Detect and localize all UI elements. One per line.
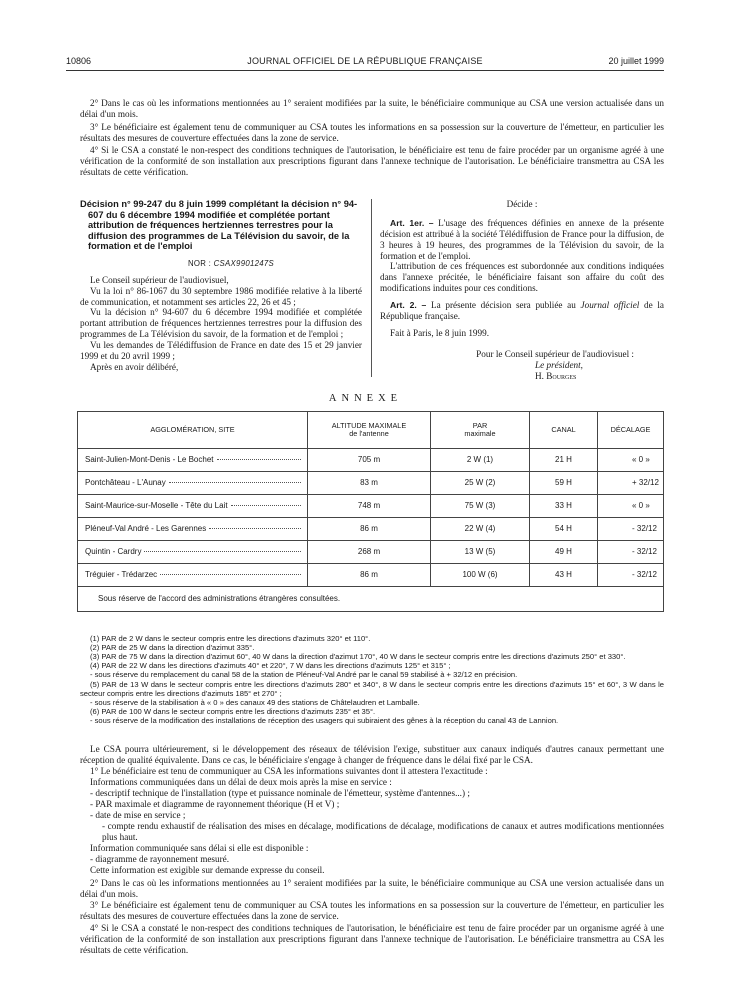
par-cell: 75 W (3) (431, 495, 530, 517)
decision-title: Décision n° 99-247 du 8 juin 1999 complétant la décision n° 94-607 du 6 décembre 1994 modifiée et complétée portant attribution de fréquences hertziennes terrestres pour la diffusion des programmes de La Télévision du savoir, de la formation et de l'emploi (80, 199, 358, 251)
journal-title: JOURNAL OFFICIEL DE LA RÉPUBLIQUE FRANÇAISE (247, 56, 483, 66)
canal-cell: 59 H (530, 472, 598, 494)
paragraph: 4° Si le CSA a constaté le non-respect des conditions techniques de l'autorisation, le bénéficiaire est tenu de faire procéder par un organisme agréé à une vérification de la conformité de son installation aux prescriptions figurant dans l'annexe technique de l'autorisation. Le bénéficiaire transmettra au CSA les résultats de cette vérification. (80, 145, 664, 178)
site-cell (78, 449, 308, 471)
footnote: (2) PAR de 25 W dans la direction d'azimut 335°. (90, 643, 255, 653)
site-cell (78, 564, 308, 586)
paragraph: 4° Si le CSA a constaté le non-respect des conditions techniques de l'autorisation, le bénéficiaire est tenu de faire procéder par un organisme agréé à une vérification de la conformité de son installation aux prescriptions figurant dans l'annexe technique de l'autorisation. Le bénéficiaire transmettra au CSA les résultats de cette vérification. (80, 922, 664, 955)
par-cell: 2 W (1) (431, 449, 530, 471)
table-row (78, 472, 663, 495)
article-1-text: L'usage des fréquences définies en annexe de la présente décision est attribué à la société Télédiffusion de France pour la diffusion, de 3 heures à 19 heures, des programmes de la Télévision du savoir, de la formation et de l'emploi. (380, 218, 665, 261)
altitude-cell: 268 m (308, 541, 431, 563)
paragraph: 2° Dans le cas où les informations mentionnées au 1° seraient modifiées par la suite, le bénéficiaire communique au CSA une version actualisée dans un délai d'un mois. (80, 98, 664, 119)
decalage-cell: + 32/12 (632, 478, 659, 488)
table-row (78, 541, 663, 564)
continuation-paragraphs (80, 98, 664, 180)
annexe-title: ANNEXE (328, 393, 403, 404)
site-cell (78, 518, 308, 540)
table-note: Sous réserve de l'accord des administrations étrangères consultées. (98, 594, 341, 604)
annexe-table (77, 411, 664, 612)
signature-name: H. Bourges (535, 370, 577, 381)
site-name: Pléneuf-Val André - Les Garennes (85, 524, 207, 534)
decision-articles (380, 199, 664, 382)
article-1-paragraph-2: L'attribution de ces fréquences est subordonnée aux conditions indiquées dans l'annexe précitée, le bénéficiaire faisant son affaire du coût des modifications induites pour ces conditions. (380, 261, 664, 294)
paragraph: Informations communiquées dans un délai de deux mois après la mise en service : (90, 777, 392, 788)
site-name: Saint-Maurice-sur-Moselle - Tête du Lait (85, 501, 228, 511)
preamble-paragraph: Le Conseil supérieur de l'audiovisuel, (90, 274, 229, 285)
nor-reference (100, 259, 362, 268)
table-row (78, 518, 663, 541)
footnote: - sous réserve de la stabilisation à « 0 » des canaux 49 des stations de Châtelaudren et Lamballe. (90, 697, 420, 707)
altitude-cell: 86 m (308, 564, 431, 586)
par-cell: 100 W (6) (431, 564, 530, 586)
article-1 (380, 218, 664, 261)
table-header (78, 412, 663, 449)
column-header: AGGLOMÉRATION, SITE (78, 412, 308, 448)
par-cell: 13 W (5) (431, 541, 530, 563)
preamble-paragraph: Après en avoir délibéré, (90, 361, 179, 372)
paragraph: 3° Le bénéficiaire est également tenu de communiquer au CSA toutes les informations en sa possession sur la couverture de l'émetteur, en particulier les résultats des mesures de couverture effectuées dans la zone de service. (80, 121, 664, 143)
leader-dots (144, 551, 301, 552)
canal-cell: 21 H (530, 449, 598, 471)
paragraph: 1° Le bénéficiaire est tenu de communiquer au CSA les informations suivantes dont il attestera l'exactitude : (90, 766, 488, 777)
list-item: - descriptif technique de l'installation (type et puissance nominale de l'émetteur, système d'antennes...) ; (90, 788, 470, 799)
paragraph: Information communiquée sans délai si elle est disponible : (90, 843, 309, 854)
paragraph: 3° Le bénéficiaire est également tenu de communiquer au CSA toutes les informations en sa possession sur la couverture de l'émetteur, en particulier les résultats des mesures de couverture effectuées dans la zone de service. (80, 900, 664, 922)
article-1-label: Art. 1er. – (390, 218, 434, 229)
par-cell: 22 W (4) (431, 518, 530, 540)
leader-dots (231, 505, 301, 506)
site-name: Tréguier - Trédarzec (85, 570, 158, 580)
page-header (66, 56, 664, 68)
column-header: ALTITUDE MAXIMALE de l'antenne (308, 412, 431, 448)
footnote: (3) PAR de 75 W dans la direction d'azimut 60°, 40 W dans la direction d'azimut 170°, 40 W dans le secteur compris entre les directions d'azimuts 250° et 330°. (90, 652, 626, 662)
decalage-cell: « 0 » (632, 501, 650, 511)
footnote: (6) PAR de 100 W dans le secteur compris entre les directions d'azimuts 235° et 35°. (90, 706, 376, 716)
canal-cell: 33 H (530, 495, 598, 517)
list-item: - diagramme de rayonnement mesuré. (90, 854, 230, 865)
page-number: 10806 (66, 56, 92, 66)
column-header: DÉCALAGE (610, 424, 651, 434)
signature-title: Le président, (535, 359, 583, 370)
article-2-text-a: La présente décision sera publiée au (426, 300, 581, 311)
publication-date: 20 juillet 1999 (608, 56, 664, 66)
leader-dots (169, 482, 301, 483)
site-name: Quintin - Cardry (85, 547, 142, 557)
canal-cell: 43 H (530, 564, 598, 586)
altitude-cell: 83 m (308, 472, 431, 494)
nor-code: CSAX9901247S (213, 258, 275, 268)
footnote: (5) PAR de 13 W dans le secteur compris entre les directions d'azimuts 280° et 340°, 8 W dans le secteur compris entre les directions d'azimuts 15° et 60°, 3 W dans le secteur compris entre les directions d'azimuts 185° et 270° ; (80, 679, 664, 698)
paragraph: 2° Dans le cas où les informations mentionnées au 1° seraient modifiées par la suite, le bénéficiaire communique au CSA une version actualisée dans un délai d'un mois. (80, 878, 664, 900)
site-cell (78, 541, 308, 563)
footnote: - sous réserve de la modification des installations de réception des usagers qui subiraient des gênes à la réception du canal 43 de Lannion. (90, 715, 559, 725)
article-2-label: Art. 2. – (390, 300, 427, 311)
decalage-cell: - 32/12 (632, 570, 657, 580)
site-cell (78, 495, 308, 517)
list-item: - date de mise en service ; (90, 810, 186, 821)
signature-for: Pour le Conseil supérieur de l'audiovisuel : (476, 348, 634, 359)
decision-preamble (80, 199, 362, 373)
article-2-text-b: de la République française. (380, 300, 665, 321)
footnotes (80, 634, 664, 725)
preamble-paragraph: Vu la décision n° 94-607 du 6 décembre 1994 modifiée et complétée portant attribution de fréquences hertziennes terrestres pour la diffusion des programmes de La Télévision du savoir, de la formation et de l'emploi ; (80, 307, 362, 340)
footnote: - sous réserve du remplacement du canal 58 de la station de Pléneuf-Val André par le canal 59 stabilisé à + 32/12 en précision. (90, 670, 518, 680)
leader-dots (160, 574, 301, 575)
list-item: - compte rendu exhaustif de réalisation des mises en décalage, modifications de décalage, modifications de canaux et autres modifications mentionnées plus haut. (102, 821, 664, 843)
decalage-cell: « 0 » (632, 455, 650, 465)
table-row (78, 495, 663, 518)
canal-cell: 49 H (530, 541, 598, 563)
site-name: Pontchâteau - L'Aunay (85, 478, 166, 488)
altitude-cell: 748 m (308, 495, 431, 517)
paragraph: Le CSA pourra ultérieurement, si le développement des réseaux de télévision l'exige, substituer aux canaux indiqués d'autres canaux permettant une réception de qualité équivalente. Dans ce cas, le bénéficiaire s'engage à changer de fréquence dans le délai fixé par le CSA. (80, 744, 664, 766)
decide-heading: Décide : (506, 199, 538, 209)
table-row (78, 449, 663, 472)
par-cell: 25 W (2) (431, 472, 530, 494)
done-at: Fait à Paris, le 8 juin 1999. (390, 327, 490, 338)
column-header: CANAL (530, 412, 598, 448)
paragraph: Cette information est exigible sur demande expresse du conseil. (90, 865, 325, 876)
footnote: (4) PAR de 22 W dans les directions d'azimuts 40° et 220°, 7 W dans les directions d'azimuts 125° et 315° ; (90, 661, 451, 671)
body-paragraphs (80, 744, 664, 956)
altitude-cell: 86 m (308, 518, 431, 540)
footnote: (1) PAR de 2 W dans le secteur compris entre les directions d'azimuts 320° et 110°. (90, 634, 371, 643)
column-divider (371, 199, 372, 377)
signature-block (500, 360, 664, 382)
table-row (78, 564, 663, 587)
leader-dots (209, 528, 301, 529)
article-2 (380, 300, 664, 322)
list-item: - PAR maximale et diagramme de rayonnement théorique (H et V) ; (90, 799, 340, 810)
altitude-cell: 705 m (308, 449, 431, 471)
decalage-cell: - 32/12 (632, 524, 657, 534)
preamble-paragraph: Vu les demandes de Télédiffusion de France en date des 15 et 29 janvier 1999 et du 20 avril 1999 ; (80, 340, 362, 361)
site-cell (78, 472, 308, 494)
decalage-cell: - 32/12 (632, 547, 657, 557)
article-2-journal: Journal officiel (580, 300, 640, 311)
site-name: Saint-Julien-Mont-Denis - Le Bochet (85, 455, 214, 465)
nor-label: NOR : (187, 258, 212, 268)
header-rule (66, 70, 664, 71)
preamble-paragraph: Vu la loi n° 86-1067 du 30 septembre 1986 modifiée relative à la liberté de communication, et notamment ses articles 22, 26 et 45 ; (80, 285, 362, 307)
column-header: PAR maximale (431, 412, 530, 448)
canal-cell: 54 H (530, 518, 598, 540)
leader-dots (217, 459, 301, 460)
